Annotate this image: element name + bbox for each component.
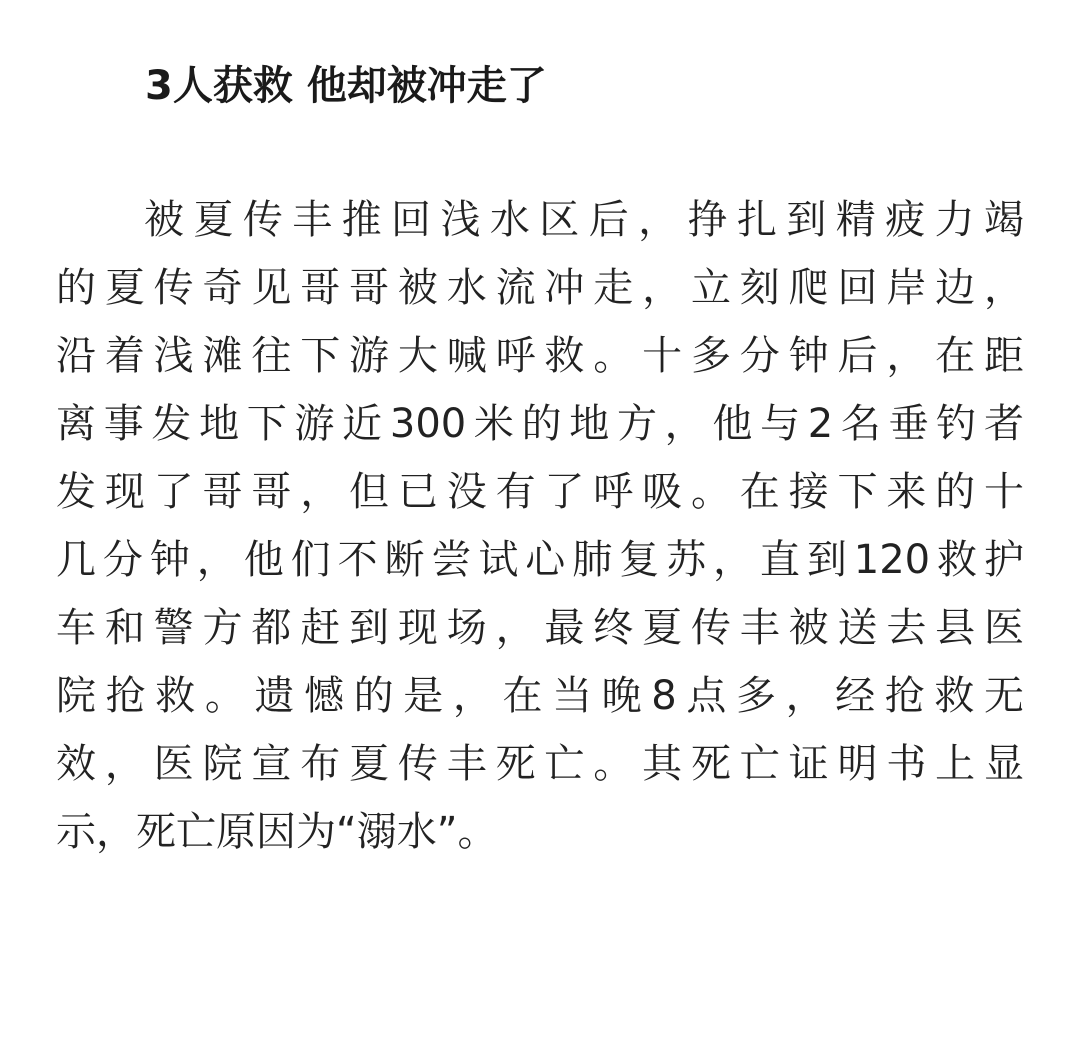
paragraph-line: 车和警方都赶到现场，最终夏传丰被送去县医 xyxy=(56,605,1024,651)
paragraph-line: 离事发地下游近300米的地方，他与2名垂钓者 xyxy=(56,401,1024,447)
article-body xyxy=(56,186,1024,866)
section-heading: 3人获救 他却被冲走了 xyxy=(145,63,547,109)
paragraph-line: 发现了哥哥，但已没有了呼吸。在接下来的十 xyxy=(56,469,1024,515)
paragraph-line: 院抢救。遗憾的是，在当晚8点多，经抢救无 xyxy=(56,673,1024,719)
paragraph-line: 被夏传丰推回浅水区后，挣扎到精疲力竭 xyxy=(144,197,1024,243)
paragraph-line: 几分钟，他们不断尝试心肺复苏，直到120救护 xyxy=(56,537,1024,583)
paragraph-line: 示，死亡原因为“溺水”。 xyxy=(56,809,498,855)
paragraph-line: 的夏传奇见哥哥被水流冲走，立刻爬回岸边， xyxy=(56,265,1024,311)
paragraph-line: 效，医院宣布夏传丰死亡。其死亡证明书上显 xyxy=(56,741,1024,787)
paragraph-line: 沿着浅滩往下游大喊呼救。十多分钟后，在距 xyxy=(56,333,1024,379)
